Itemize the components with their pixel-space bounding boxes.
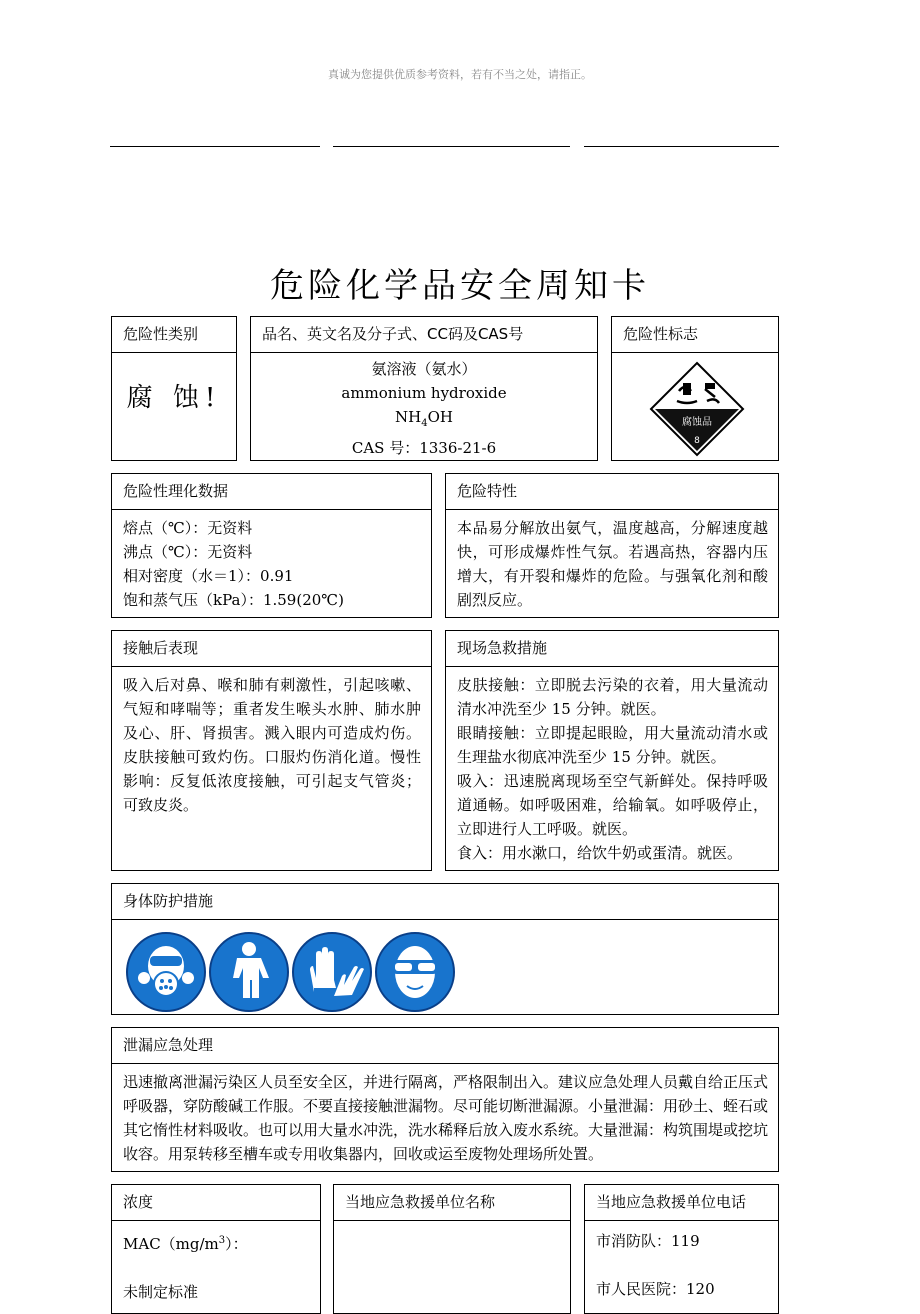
hazard-sign-number: 8 — [694, 436, 700, 446]
leak-header: 泄漏应急处理 — [112, 1028, 778, 1064]
first-aid-line: 食入：用水漱口，给饮牛奶或蛋清。就医。 — [457, 844, 743, 862]
exposure-text: 吸入后对鼻、喉和肺有刺激性，引起咳嗽、气短和哮喘等；重者发生喉头水肿、肺水肿及心、肝、肾损害。溅入眼内可造成灼伤。皮肤接触可致灼伤。口服灼伤消化道。慢性影响：反复低浓度接触，可引起支气管炎；可致皮炎。 — [123, 676, 421, 814]
physchem-line: 饱和蒸气压（kPa）：1.59(20℃) — [123, 591, 344, 609]
first-aid-box — [445, 630, 779, 871]
hazard-category-header: 危险性类别 — [112, 317, 236, 353]
physchem-box — [111, 473, 432, 618]
leak-text: 迅速撤离泄漏污染区人员至安全区，并进行隔离，严格限制出入。建议应急处理人员戴自给正压式呼吸器，穿防酸碱工作服。不要直接接触泄漏物。尽可能切断泄漏源。小量泄漏：用砂土、蛭石或其它惰性材料吸收。也可以用大量水冲洗，洗水稀释后放入废水系统。大量泄漏：构筑围堤或挖坑收容。用泵转移至槽车或专用收集器内，回收或运至废物处理场所处置。 — [123, 1073, 769, 1163]
hazard-props-box — [445, 473, 779, 618]
product-box — [250, 316, 598, 461]
product-cn-name: 氨溶液（氨水） — [371, 360, 477, 378]
physchem-line: 沸点（℃）：无资料 — [123, 543, 253, 561]
hazard-props-text: 本品易分解放出氨气，温度越高，分解速度越快，可形成爆炸性气氛。若遇高热，容器内压增大，有开裂和爆炸的危险。与强氧化剂和酸剧烈反应。 — [457, 519, 768, 609]
mac-label: $MAC(mg/m^3)$： — [123, 1235, 248, 1253]
concentration-header: 浓度 — [112, 1185, 320, 1221]
hazard-category-value: 腐 蚀! — [126, 383, 222, 413]
protection-header: 身体防护措施 — [112, 884, 778, 920]
watermark-note: 真诚为您提供优质参考资料，若有不当之处，请指正。 — [328, 68, 592, 81]
physchem-line: 熔点（℃）：无资料 — [123, 519, 253, 537]
exposure-box — [111, 630, 432, 871]
first-aid-line: 眼睛接触：立即提起眼睑，用大量流动清水或生理盐水彻底冲洗至少 15 分钟。就医。 — [457, 724, 768, 766]
header-rule-3 — [584, 146, 779, 147]
hazard-sign-box — [611, 316, 779, 461]
mac-value: 未制定标准 — [123, 1283, 199, 1301]
hospital-phone: 市人民医院：120 — [596, 1280, 715, 1298]
goggles-icon — [375, 932, 455, 1012]
product-en-name: ammonium hydroxide — [341, 384, 507, 402]
rescue-phone-box — [584, 1184, 779, 1314]
hazard-sign-header: 危险性标志 — [612, 317, 778, 353]
hazard-category-box — [111, 316, 237, 461]
leak-box — [111, 1027, 779, 1172]
product-cas: CAS 号：1336-21-6 — [351, 439, 497, 457]
physchem-line: 相对密度（水＝1）：0.91 — [123, 567, 294, 585]
physchem-header: 危险性理化数据 — [112, 474, 431, 510]
fire-brigade-phone: 市消防队：119 — [596, 1232, 700, 1250]
first-aid-header: 现场急救措施 — [446, 631, 778, 667]
concentration-box — [111, 1184, 321, 1314]
gloves-icon — [292, 932, 372, 1012]
rescue-phone-header: 当地应急救援单位电话 — [585, 1185, 778, 1221]
header-rule-2 — [333, 146, 570, 147]
product-header: 品名、英文名及分子式、CC码及CAS号 — [251, 317, 597, 353]
rescue-unit-header: 当地应急救援单位名称 — [334, 1185, 570, 1221]
rescue-unit-box — [333, 1184, 571, 1314]
first-aid-line: 吸入：迅速脱离现场至空气新鲜处。保持呼吸道通畅。如呼吸困难，给输氧。如呼吸停止，立即进行人工呼吸。就医。 — [457, 772, 768, 838]
corrosive-diamond-icon — [649, 361, 745, 457]
header-rule-1 — [110, 146, 320, 147]
product-formula: $NH_4OH$ — [395, 408, 453, 429]
page-title: 危险化学品安全周知卡 — [270, 266, 650, 306]
protection-box — [111, 883, 779, 1015]
respirator-icon — [126, 932, 206, 1012]
protective-suit-icon — [209, 932, 289, 1012]
exposure-header: 接触后表现 — [112, 631, 431, 667]
hazard-sign-label: 腐蚀品 — [682, 417, 712, 428]
first-aid-line: 皮肤接触：立即脱去污染的衣着，用大量流动清水冲洗至少 15 分钟。就医。 — [457, 676, 768, 718]
hazard-props-header: 危险特性 — [446, 474, 778, 510]
